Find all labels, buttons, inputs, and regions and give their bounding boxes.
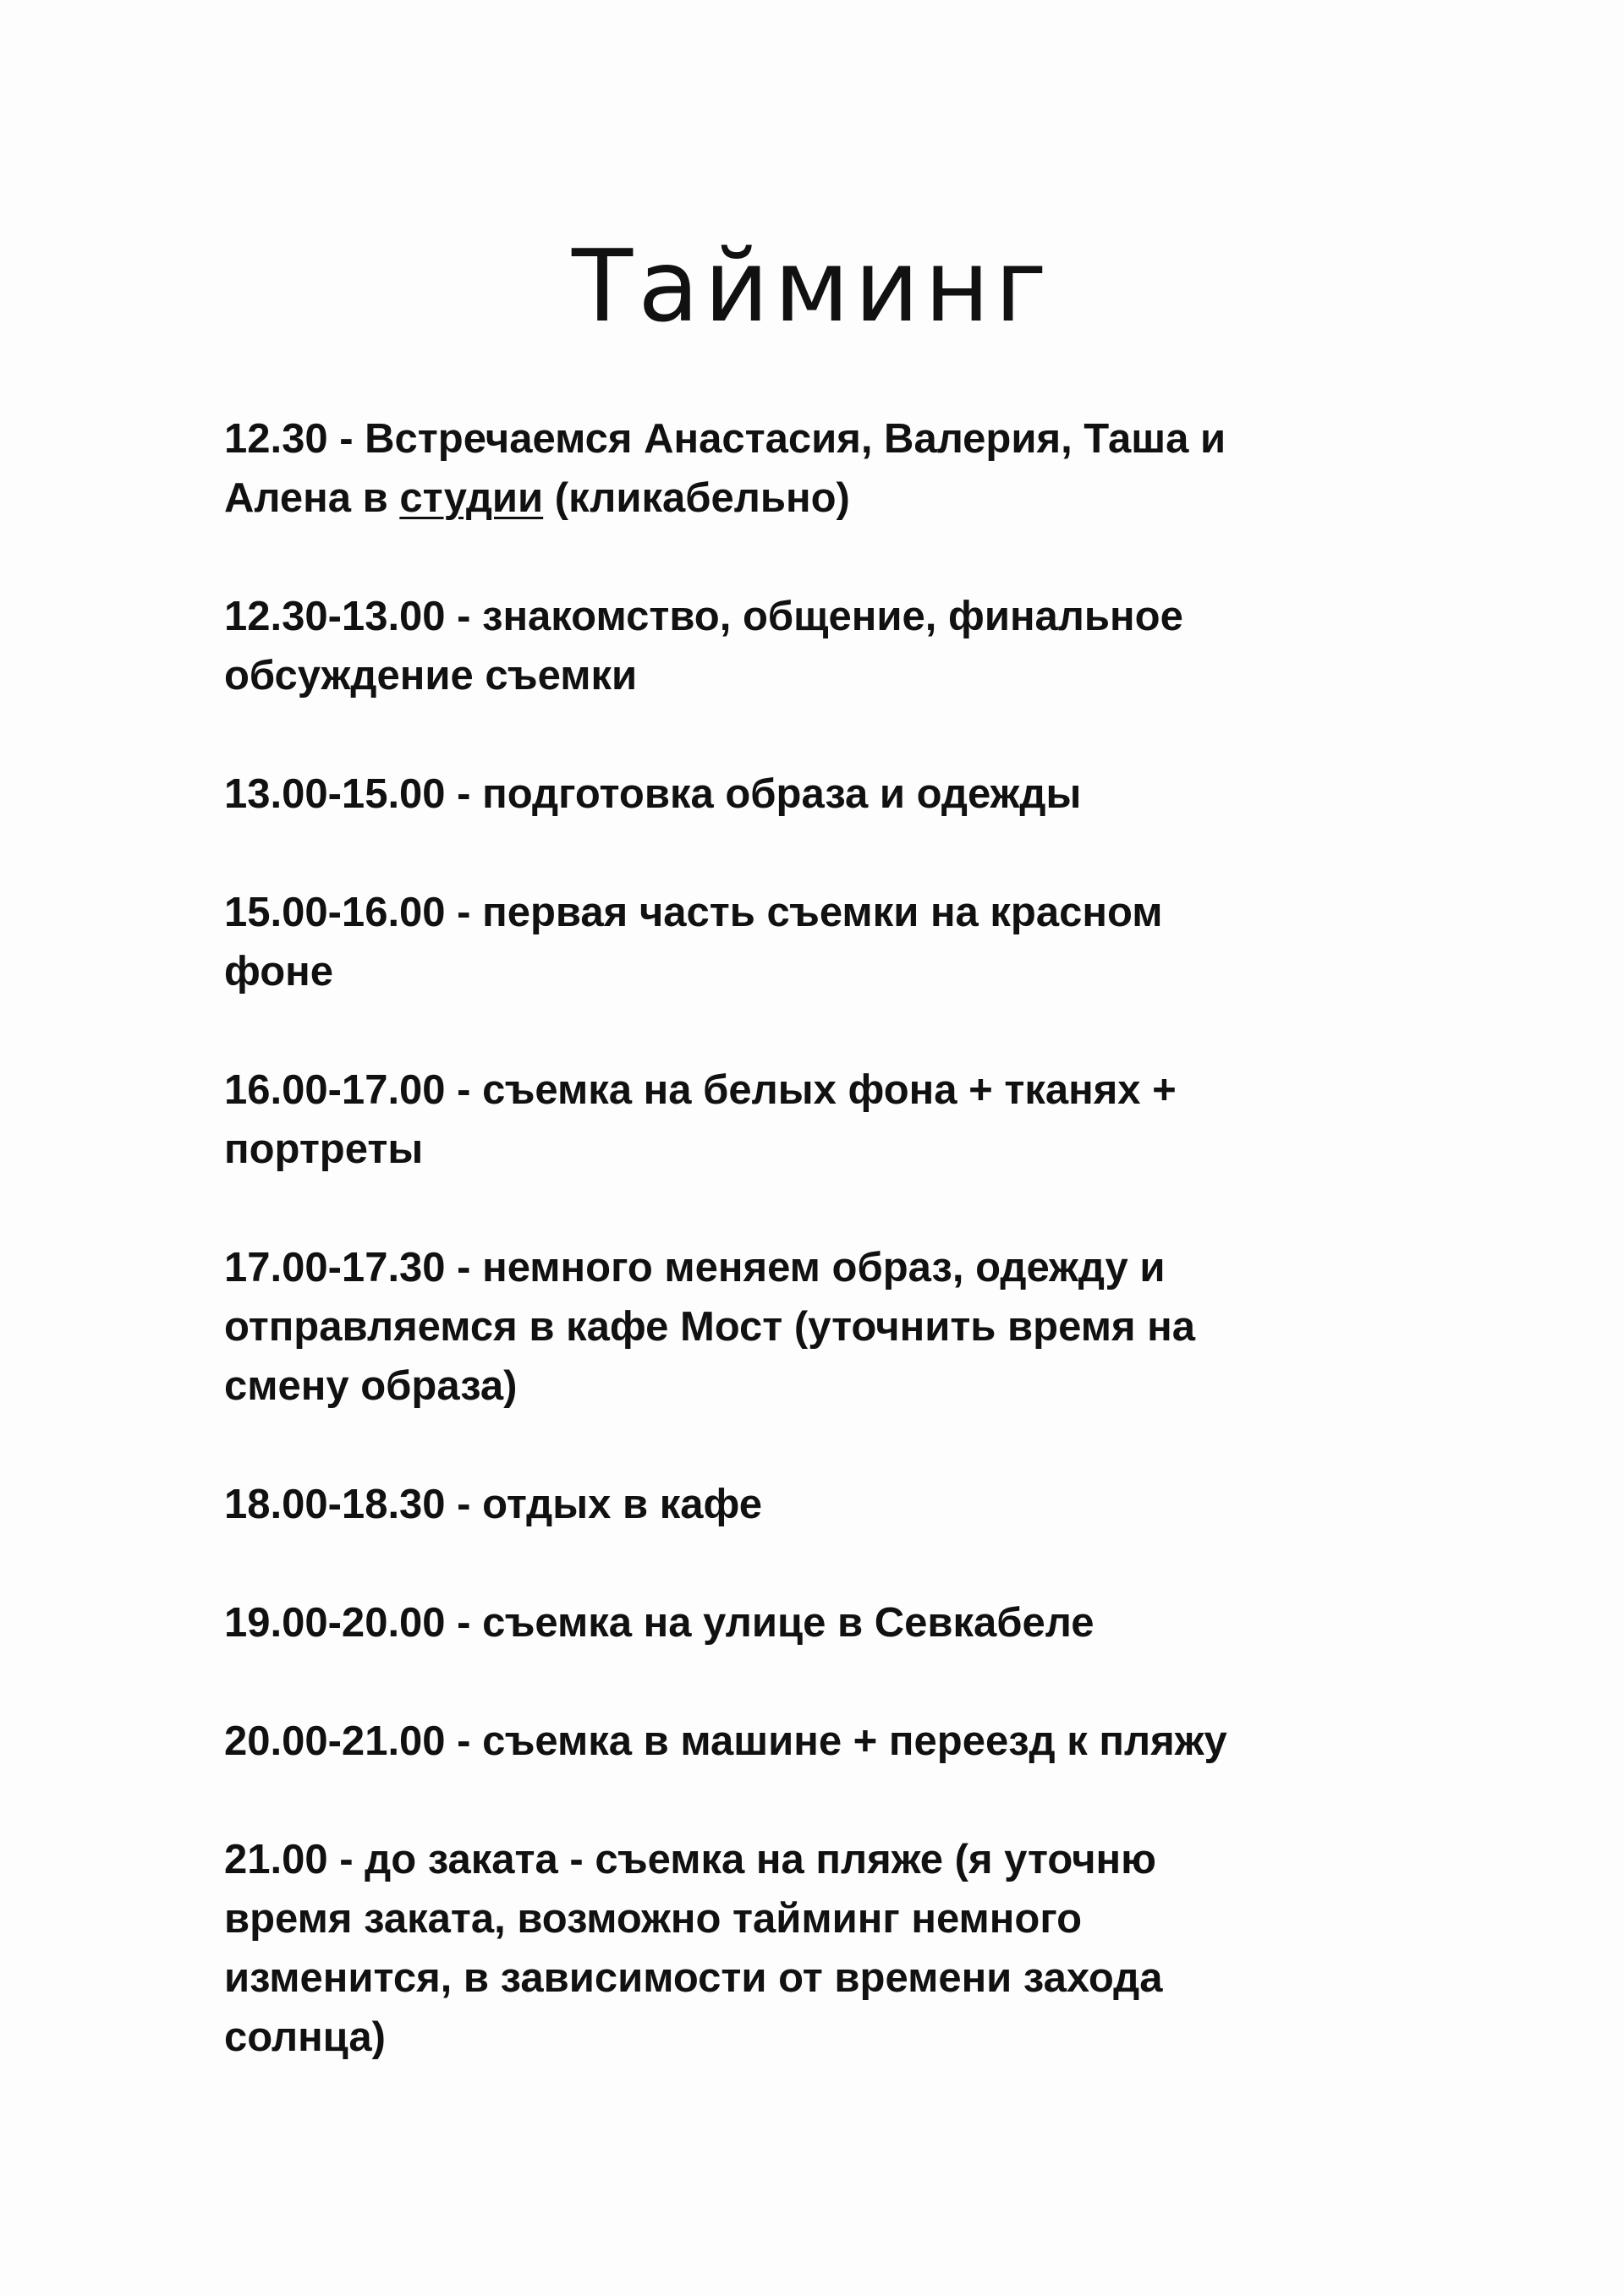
entry-line: 20.00-21.00 - съемка в машине + переезд к пляжу [224,1718,1227,1764]
schedule-list [224,409,1425,2067]
schedule-entry [224,1238,1425,1416]
schedule-entry [224,764,1425,824]
entry-line: отправляемся в кафе Мост (уточнить время на [224,1304,1196,1350]
entry-line: время заката, возможно тайминг немного [224,1896,1083,1942]
entry-line: 15.00-16.00 - первая часть съемки на красном [224,890,1163,935]
entry-line: 21.00 - до заката - съемка на пляже (я уточню [224,1837,1156,1882]
entry-line: 18.00-18.30 - отдых в кафе [224,1482,762,1527]
entry-line-part: (кликабельно) [543,475,850,521]
schedule-entry [224,1475,1425,1534]
entry-line: 16.00-17.00 - съемка на белых фона + тканях + [224,1067,1177,1113]
entry-line: 13.00-15.00 - подготовка образа и одежды [224,771,1082,817]
studio-link[interactable]: студии [399,475,544,521]
entry-line: изменится, в зависимости от времени захода [224,1955,1163,2001]
entry-line: 12.30 - Встречаемся Анастасия, Валерия, Таша и [224,416,1226,462]
schedule-entry [224,587,1425,705]
schedule-entry [224,1593,1425,1652]
entry-line: 12.30-13.00 - знакомство, общение, финальное [224,594,1183,639]
entry-line-part: Алена в [224,475,400,521]
entry-line: 19.00-20.00 - съемка на улице в Севкабеле [224,1600,1095,1646]
entry-line: 17.00-17.30 - немного меняем образ, одежду и [224,1245,1166,1290]
schedule-entry [224,883,1425,1001]
schedule-entry [224,1712,1425,1771]
entry-line: портреты [224,1126,424,1172]
schedule-entry [224,1060,1425,1179]
page-title: Тайминг [572,227,1052,344]
entry-line: солнца) [224,2014,386,2060]
schedule-entry [224,1830,1425,2067]
schedule-entry [224,409,1425,528]
entry-line: обсуждение съемки [224,653,638,699]
entry-line: фоне [224,949,334,995]
entry-line: смену образа) [224,1363,518,1409]
